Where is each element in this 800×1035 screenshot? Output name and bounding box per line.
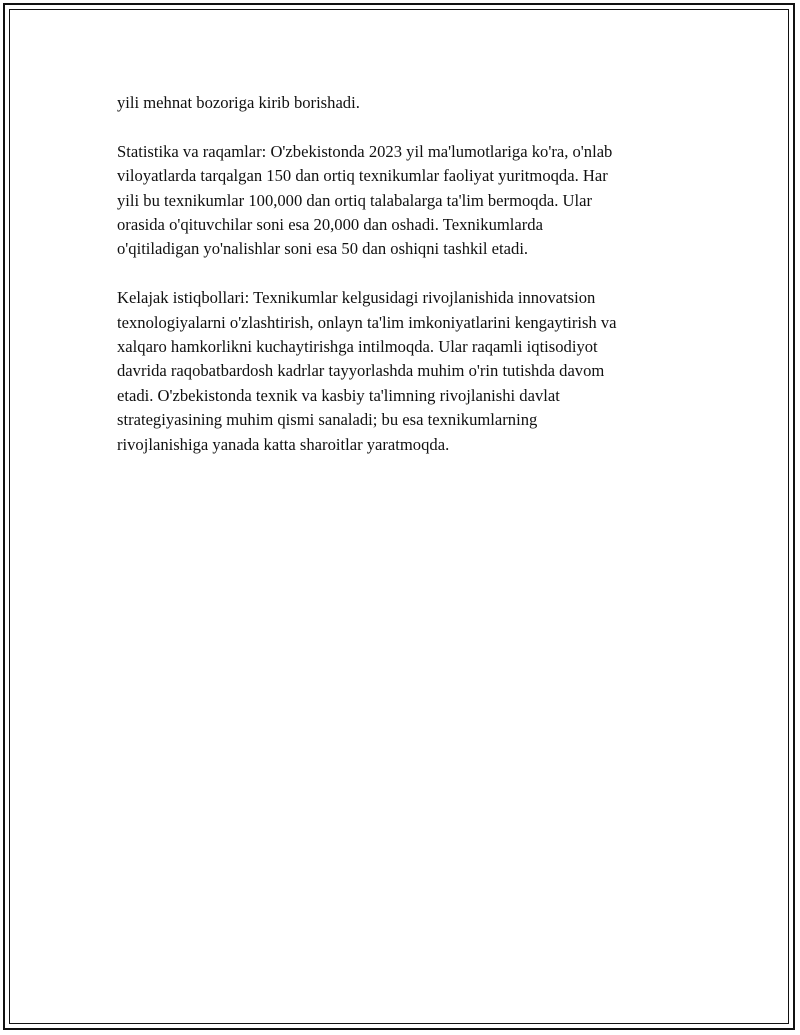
text-line: Statistika va raqamlar: O'zbekistonda 2023 yil ma'lumotlariga ko'ra, o'nlab <box>117 141 613 161</box>
text-line: yili mehnat bozoriga kirib borishadi. <box>117 93 360 112</box>
text-line: viloyatlarda tarqalgan 150 dan ortiq texnikumlar faoliyat yuritmoqda. Har <box>117 166 608 186</box>
text-line: texnologiyalarni o'zlashtirish, onlayn ta'lim imkoniyatlarini kengaytirish va <box>117 312 617 332</box>
text-line: Kelajak istiqbollari: Texnikumlar kelgusidagi rivojlanishida innovatsion <box>117 288 596 308</box>
paragraph-future-prospects <box>117 286 707 457</box>
text-line: davrida raqobatbardosh kadrlar tayyorlashda muhim o'rin tutishda davom <box>117 361 605 381</box>
paragraph-continuation <box>117 91 707 115</box>
text-line: rivojlanishiga yanada katta sharoitlar yaratmoqda. <box>117 434 450 454</box>
text-line: etadi. O'zbekistonda texnik va kasbiy ta'limning rivojlanishi davlat <box>117 385 560 405</box>
text-line: strategiyasining muhim qismi sanaladi; bu esa texnikumlarning <box>117 410 538 430</box>
text-line: xalqaro hamkorlikni kuchaytirishga intilmoqda. Ular raqamli iqtisodiyot <box>117 337 598 357</box>
text-line: o'qitiladigan yo'nalishlar soni esa 50 dan oshiqni tashkil etadi. <box>117 239 529 259</box>
document-body <box>117 91 707 481</box>
text-line: orasida o'qituvchilar soni esa 20,000 dan oshadi. Texnikumlarda <box>117 215 543 235</box>
paragraph-statistics <box>117 140 707 262</box>
text-line: yili bu texnikumlar 100,000 dan ortiq talabalarga ta'lim bermoqda. Ular <box>117 190 593 210</box>
